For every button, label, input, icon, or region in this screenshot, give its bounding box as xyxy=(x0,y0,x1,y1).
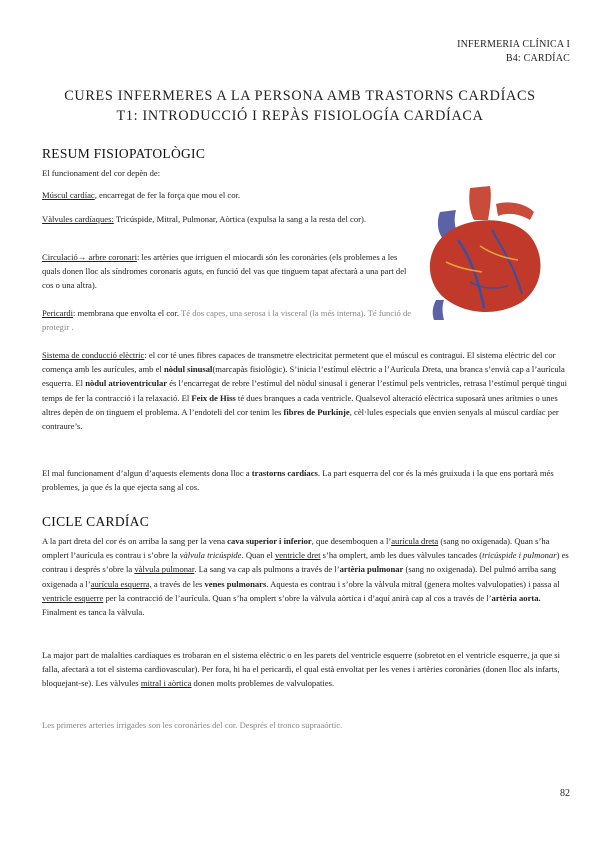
conduccio-text-3: és l’encarregat de rebre l’estímul del nòdul sinusal i generar l’estímul pels ventricles, retrasa l’estímul perquè tingui temps de fer la contracció i la relaxació. El xyxy=(42,378,568,403)
pericardi-text: : membrana que envolta el cor. xyxy=(73,308,179,318)
running-header xyxy=(457,38,570,66)
paragraph-arteries-note: Les primeres arteries irrigades son les coronàries del cor. Després el tronco supraaórtic. xyxy=(42,720,343,730)
valvules-text: Tricúspide, Mitral, Pulmonar, Aòrtica (expulsa la sang a la resta del cor). xyxy=(113,214,366,224)
term-muscul: Múscul cardíac xyxy=(42,190,95,200)
term-trastorns: trastorns cardíacs xyxy=(251,468,318,478)
term-valvula-tricuspide: vàlvula tricúspide xyxy=(179,550,242,561)
heart-anatomy-illustration xyxy=(418,182,548,320)
term-circulacio: Circulació→ arbre coronari xyxy=(42,252,137,262)
term-arteria-pulmonar: artèria pulmonar xyxy=(339,564,404,575)
cicle-text-8: (sang no oxigenada). Del pulmó arriba sang oxigenada a l’ xyxy=(42,564,557,589)
term-tricuspide-pulmonar: tricúspide i pulmonar xyxy=(482,550,557,561)
mal-text-1: El mal funcionament d’algun d’aquests elements dona lloc a xyxy=(42,468,252,478)
paragraph-malalties xyxy=(42,648,570,691)
term-vena-cava: cava superior i inferior xyxy=(227,536,312,546)
term-arteria-aorta: artèria aorta. xyxy=(491,592,541,603)
term-ventricle-dret: ventricle dret xyxy=(274,550,321,561)
malalties-text-2: donen molts problemes de valvulopaties. xyxy=(191,678,335,689)
section-heading-cicle: CICLE CARDÍAC xyxy=(42,514,150,529)
paragraph-valvules xyxy=(42,212,414,226)
cicle-text-5: s’ha omplert, amb les dues vàlvules tancades ( xyxy=(320,550,483,561)
term-pericardi: Pericardi xyxy=(42,308,74,318)
term-feix-hiss: Feix de Hiss xyxy=(191,392,236,403)
inferior-vena-cava-shape xyxy=(433,300,444,320)
page-number: 82 xyxy=(560,788,570,799)
term-mitral-aortica: mitral i aòrtica xyxy=(140,678,192,689)
term-nodul-sinusal: nòdul sinusal xyxy=(163,364,213,375)
paragraph-muscul xyxy=(42,188,414,202)
cicle-text-2: , que desemboquen a l’ xyxy=(311,536,392,546)
term-auricula-esquerra: aurícula esquerra, xyxy=(90,578,152,589)
paragraph-circulacio xyxy=(42,250,414,293)
conduccio-text-4: té dues branques a cada ventricle. Qualsevol alteració elèctrica suposarà unes arítmies o unes altres depèn de on tinguem el problema. A l’endoteli del cor tenim les xyxy=(42,392,558,417)
term-purkinje: fibres de Purkinje xyxy=(283,406,350,417)
circulacio-text: : les artèries que irriguen el miocardi són les coronàries (els problemes a les quals donen lloc als síndromes coronaris aguts, en funció del vas que tinguem tapat afectarà a una part del cos o una altra). xyxy=(42,252,407,291)
conduccio-text-2: (marcapàs fisiològic). S’inicia l’estímul elèctric a l’Aurícula Dreta, una branca s’envià cap a l’aurícula esquerra. El xyxy=(42,364,565,389)
paragraph-pericardi xyxy=(42,306,414,334)
term-venes-pulmonars: venes pulmonars xyxy=(204,578,267,589)
malalties-text-1: La major part de malalties cardíaques es trobaran en el sistema elèctric o en les parets del ventricle esquerre (sobretot en el ventricle esquerre, ja que si falla, afectarà a tot el sistema cardiovascular). Per fora, hi ha el pericardi, el qual està envoltat per les venes i artèries coronàries (donen lloc als infarts, bloquejant-se). Les vàlvules xyxy=(42,650,561,689)
term-ventricle-esquerre: ventricle esquerre xyxy=(42,592,104,603)
term-valvula-pulmonar: vàlvula pulmonar xyxy=(134,564,195,575)
conduccio-text-5: , cèl·lules especials que envien senyals al múscul cardíac per contraure’s. xyxy=(42,406,559,432)
conduccio-text-1: : el cor té unes fibres capaces de transmetre electricitat permetent que el múscul es contragui. El sistema elèctric del cor comença amb les aurícules, amb el xyxy=(42,350,556,375)
muscul-text: , encarregat de fer la força que mou el cor. xyxy=(94,190,241,200)
cicle-text-9: a través de les xyxy=(151,578,205,589)
doc-subtitle: T1: INTRODUCCIÓ I REPÀS FISIOLOGÍA CARDÍACA xyxy=(116,108,484,124)
header-block: B4: CARDÍAC xyxy=(505,53,570,64)
term-nodul-av: nòdul atrioventricular xyxy=(85,378,168,389)
pericardi-note: Té dos capes, una serosa i la visceral (la més interna). Té funció de protegir . xyxy=(42,308,412,333)
header-subject: INFERMERIA CLÍNICA I xyxy=(457,39,570,50)
cicle-text-3: (sang no oxigenada). Quan s’ha omplert l’aurícula es contrau i s’obre la xyxy=(42,536,550,561)
term-auricula-dreta: aurícula dreta xyxy=(391,536,439,546)
intro-text: El funcionament del cor depèn de: xyxy=(42,168,161,178)
aorta-shape xyxy=(469,186,491,220)
paragraph-mal-funcionament xyxy=(42,466,570,494)
term-conduccio: Sistema de conducció elèctric xyxy=(42,350,145,360)
heart-body-shape xyxy=(430,220,541,312)
pulmonary-artery-shape xyxy=(496,202,534,220)
cicle-text-12: Finalment es tanca la vàlvula. xyxy=(42,607,145,618)
paragraph-cicle xyxy=(42,534,570,619)
mal-text-2: . La part esquerra del cor és la més gruixuda i la que ens portarà més problemes, ja que és la que ejecta sang al cos. xyxy=(42,468,554,493)
cicle-text-4: . Quan el xyxy=(241,550,275,561)
doc-title: CURES INFERMERES A LA PERSONA AMB TRASTORNS CARDÍACS xyxy=(64,88,536,104)
cicle-text-1: A la part dreta del cor és on arriba la sang per la vena xyxy=(42,536,228,546)
cicle-text-7: . La sang va cap als pulmons a través de l’ xyxy=(194,564,340,575)
cicle-text-6: ) es contrau i després s’obre la xyxy=(42,550,569,575)
section-heading-resum: RESUM FISIOPATOLÒGIC xyxy=(42,146,206,161)
cicle-text-10: . Aquesta es contrau i s’obre la vàlvula mitral (genera moltes valvulopaties) i passa al xyxy=(266,578,560,589)
paragraph-conduccio xyxy=(42,348,570,433)
cicle-text-11: per la contracció de l’aurícula. Quan s’ha omplert s’obre la vàlvula aòrtica i d’aquí anirà cap al cos a través de l’ xyxy=(103,592,492,603)
term-valvules: Vàlvules cardíaques: xyxy=(42,214,114,224)
